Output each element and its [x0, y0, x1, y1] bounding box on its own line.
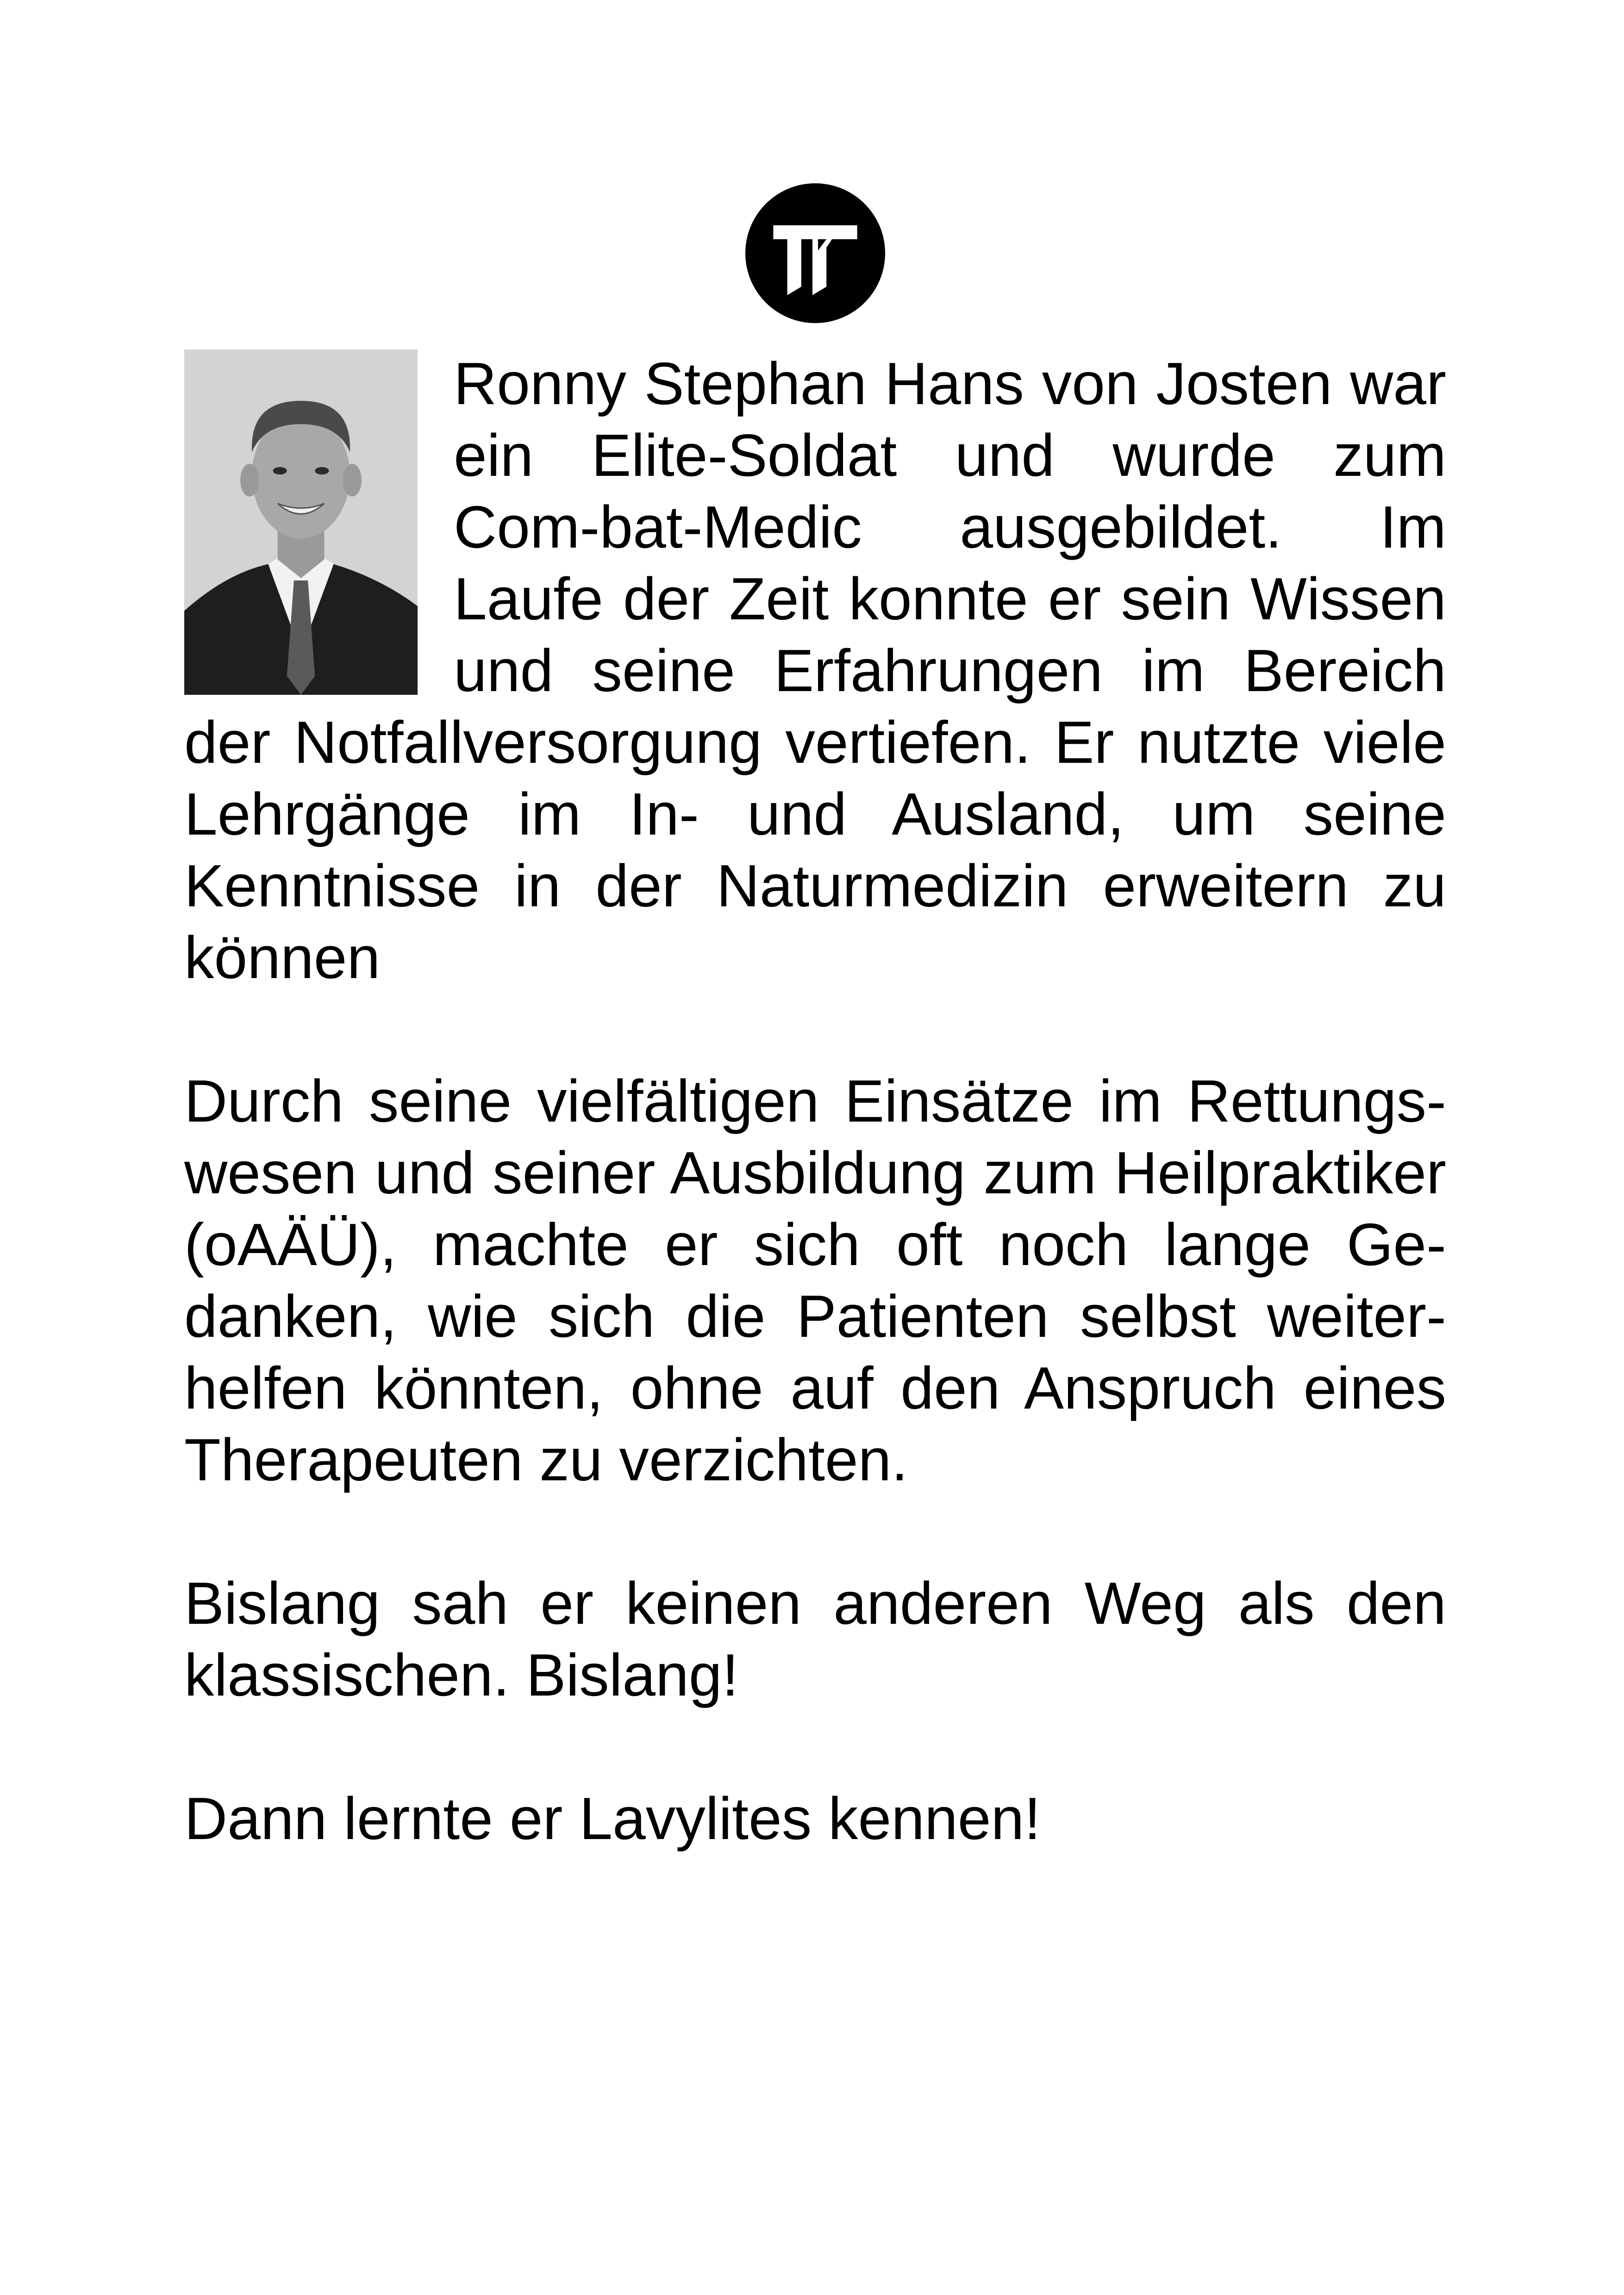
tt-logo-icon [745, 183, 885, 323]
paragraph-lavylites: Dann lernte er Lavylites kennen! [184, 1785, 1041, 1852]
biography-text [184, 348, 1446, 1855]
paragraph-bislang: Bislang sah er keinen anderen Weg als den klassischen. Bislang! [184, 1570, 1446, 1709]
portrait-photo [184, 349, 418, 695]
paragraph-intro: Ronny Stephan Hans von Josten war ein Elite-Soldat und wurde zum Com-bat-Medic ausgebildet. Im Laufe der Zeit konnte er sein Wissen und seine Erfahrungen im Bereich der Notfallversorgung vertiefen. Er nutzte viele Lehrgänge im In- und Ausland, um seine Kenntnisse in der Naturmedizin erweitern zu können [184, 350, 1446, 991]
paragraph-experience: Durch seine vielfältigen Einsätze im Rettungswesen und seiner Ausbildung zum Heilpraktiker (oAÄÜ), machte er sich oft noch lange Gedanken, wie sich die Patienten selbst weiterhelfen könnten, ohne auf den Anspruch eines Therapeuten zu verzichten. [184, 1068, 1446, 1493]
